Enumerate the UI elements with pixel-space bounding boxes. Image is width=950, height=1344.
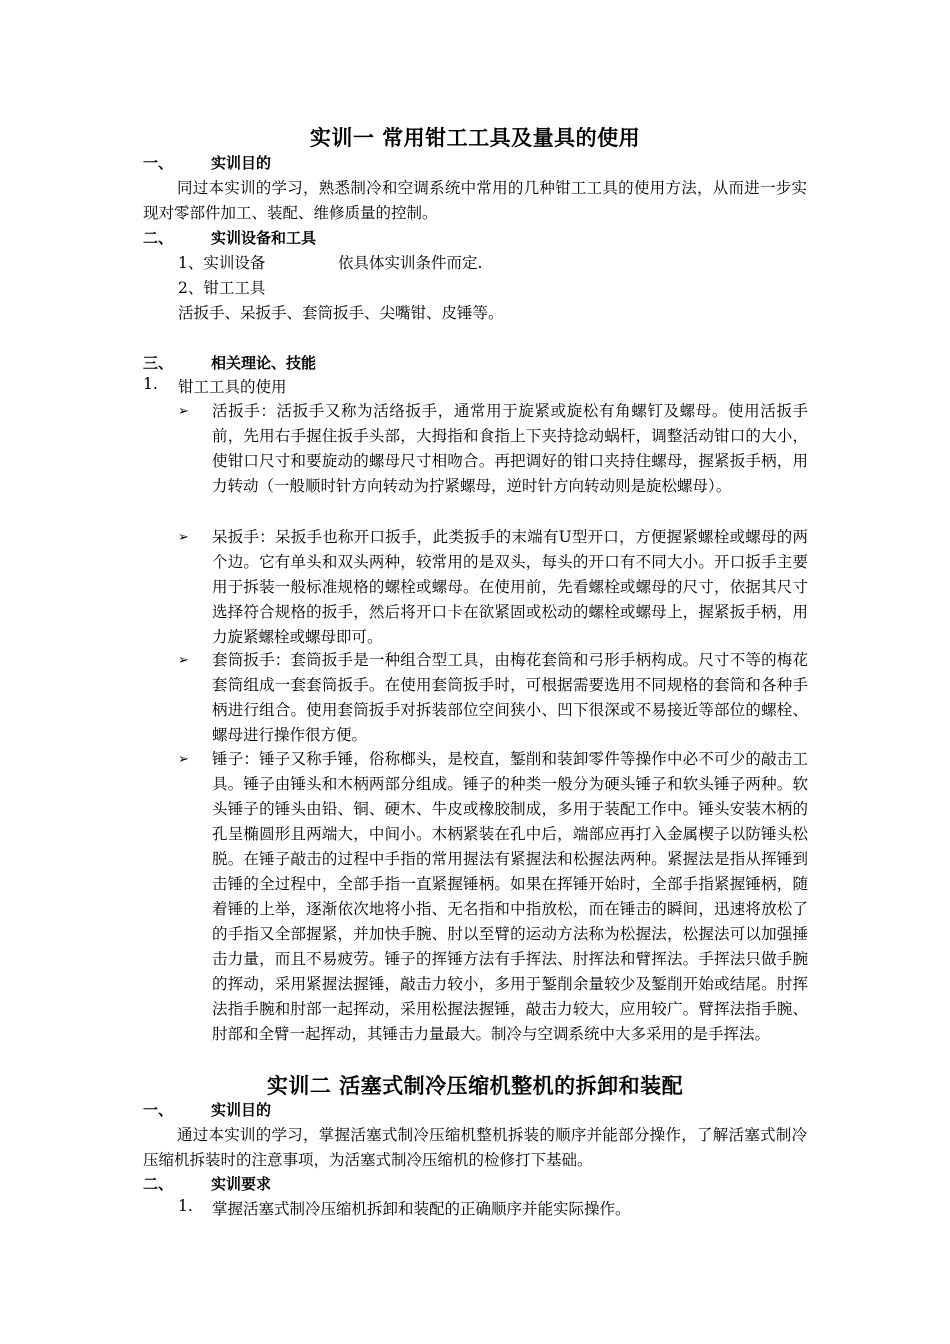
tools-label: 2、钳工工具	[178, 279, 266, 297]
bullet-hammer: 锤子：锤子又称手锤，俗称榔头，是校直，錾削和装卸零件等操作中必不可少的敲击工具。锤子由锤头和木柄两部分组成。锤子的种类一般分为硬头锤子和软头锤子两种。软头锤子的锤头由铅、铜、硬木、牛皮或橡胶制成，多用于装配工作中。锤头安装木柄的孔呈椭圆形且两端大，中间小。木柄紧装在孔中后，端部应再打入金属楔子以防锤头松脱。在锤子敲击的过程中手指的常用握法有紧握法和松握法两种。紧握法是指从挥锤到击锤的全过程中，全部手指一直紧握锤柄。如果在挥锤开始时，全部手指紧握锤柄，随着锤的上举，逐渐依次地将小指、无名指和中指放松，而在锤击的瞬间，迅速将放松了的手指又全部握紧，并加快手腕、肘以至臂的运动方法称为松握法，松握法可以加强捶击力量，而且不易疲劳。锤子的挥锤方法有手挥法、肘挥法和臂挥法。手挥法只做手腕的挥动，采用紧握法握锤，敲击力较小，多用于錾削余量较少及錾削开始或结尾。肘挥法指手腕和肘部一起挥动，采用松握法握锤，敲击力较大，应用较广。臂挥法指手腕、肘部和全臂一起挥动，其锤击力量最大。制冷与空调系统中大多采用的是手挥法。	[212, 750, 808, 1043]
heading-number: 一、	[143, 154, 174, 172]
heading-number: 一、	[143, 1101, 174, 1119]
requirement-number: 1.	[178, 1197, 193, 1215]
bullet-open-end-wrench: 呆扳手：呆扳手也称开口扳手，此类扳手的末端有U型开口，方便握紧螺栓或螺母的两个边。它有单头和双头两种，较常用的是双头，每头的开口有不同大小。开口扳手主要用于拆装一般标准规格的螺栓或螺母。在使用前，先看螺栓或螺母的尺寸，依据其尺寸选择符合规格的扳手，然后将开口卡在欲紧固或松动的螺栓或螺母上，握紧扳手柄，用力旋紧螺栓或螺母即可。	[212, 528, 808, 646]
heading-text: 相关理论、技能	[211, 354, 317, 372]
tools-list: 活扳手、呆扳手、套筒扳手、尖嘴钳、皮锤等。	[178, 304, 504, 322]
list-item-text: 钳工工具的使用	[178, 378, 287, 396]
section2-title: 实训二 活塞式制冷压缩机整机的拆卸和装配	[266, 1074, 684, 1098]
section1-heading-1	[143, 152, 271, 173]
section2-paragraph-1: 通过本实训的学习，掌握活塞式制冷压缩机整机拆装的顺序并能部分操作，了解活塞式制冷压缩机拆装时的注意事项，为活塞式制冷压缩机的检修打下基础。	[143, 1126, 807, 1169]
section1-heading-2	[143, 227, 316, 248]
heading-number: 三、	[143, 354, 174, 372]
heading-text: 实训设备和工具	[211, 229, 317, 247]
section2-heading-2	[143, 1173, 271, 1194]
section1-heading-3	[143, 352, 316, 373]
bullet-arrow-icon: ➢	[178, 653, 189, 668]
heading-text: 实训目的	[211, 154, 272, 172]
heading-number: 二、	[143, 229, 174, 247]
section1-title: 实训一 常用钳工工具及量具的使用	[309, 126, 641, 150]
bullet-adjustable-wrench: 活扳手：活扳手又称为活络扳手，通常用于旋紧或旋松有角螺钉及螺母。使用活扳手前，先用右手握住扳手头部，大拇指和食指上下夹持捻动蜗杆，调整活动钳口的大小，使钳口尺寸和要旋动的螺母尺寸相吻合。再把调好的钳口夹持住螺母，握紧扳手柄，用力转动（一般顺时针方向转动为拧紧螺母，逆时针方向转动则是旋松螺母）。	[212, 402, 808, 495]
heading-text: 实训要求	[211, 1175, 272, 1193]
bullet-arrow-icon: ➢	[178, 404, 189, 419]
equipment-label: 1、实训设备	[178, 254, 266, 272]
equipment-value: 依具体实训条件而定.	[338, 254, 483, 272]
bullet-arrow-icon: ➢	[178, 752, 189, 767]
section2-heading-1	[143, 1099, 271, 1120]
bullet-arrow-icon: ➢	[178, 530, 189, 545]
list-item-number: 1.	[143, 375, 158, 393]
heading-text: 实训目的	[211, 1101, 272, 1119]
section1-paragraph-1: 同过本实训的学习，熟悉制冷和空调系统中常用的几种钳工工具的使用方法，从而进一步实现对零部件加工、装配、维修质量的控制。	[143, 179, 807, 222]
bullet-socket-wrench: 套筒扳手：套筒扳手是一种组合型工具，由梅花套筒和弓形手柄构成。尺寸不等的梅花套筒组成一套套筒扳手。在使用套筒扳手时，可根据需要选用不同规格的套筒和各种手柄进行组合。使用套筒扳手对拆装部位空间狭小、凹下很深或不易接近等部位的螺栓、螺母进行操作很方便。	[212, 651, 808, 744]
requirement-text: 掌握活塞式制冷压缩机拆卸和装配的正确顺序并能实际操作。	[212, 1200, 631, 1218]
heading-number: 二、	[143, 1175, 174, 1193]
